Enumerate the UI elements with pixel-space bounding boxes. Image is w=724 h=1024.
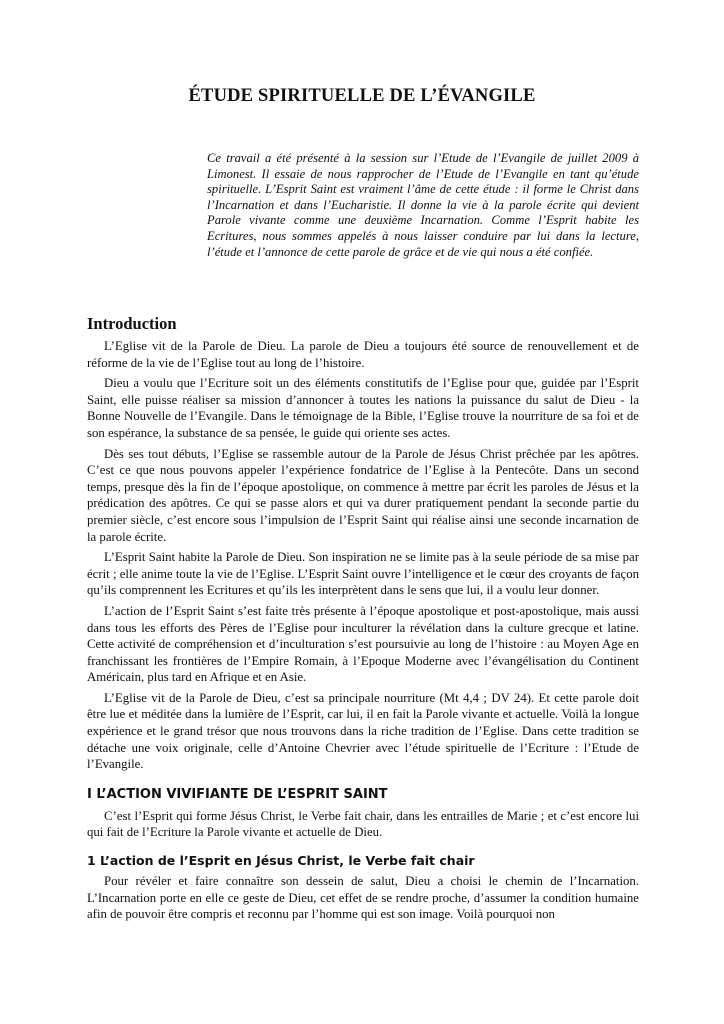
document-title: ÉTUDE SPIRITUELLE DE L’ÉVANGILE bbox=[188, 86, 536, 106]
introduction-heading: Introduction bbox=[87, 314, 177, 333]
document-body bbox=[87, 314, 639, 927]
intro-paragraph: L’action de l’Esprit Saint s’est faite très présente à l’époque apostolique et post-apostolique, mais aussi dans tous les efforts des Pères de l’Eglise pour inculturer la révélation dans la culture grecque et latine. Cette activité de compréhension et d’inculturation s’est poursuivie au long de l’histoire : au Moyen Age en franchissant les frontières de l’Empire Romain, à l’Epoque Moderne avec l’évangélisation du Continent Américain, plus tard en Afrique et en Asie. bbox=[87, 603, 639, 685]
section-paragraph: C’est l’Esprit qui forme Jésus Christ, le Verbe fait chair, dans les entrailles de Marie ; et c’est encore lui qui fait de l’Ecriture la Parole vivante et actuelle de Dieu. bbox=[87, 808, 639, 840]
intro-paragraph: L’Eglise vit de la Parole de Dieu, c’est sa principale nourriture (Mt 4,4 ; DV 24). Et cette parole doit être lue et méditée dans la lumière de l’Esprit, car lui, il en fait la Parole vivante et actuelle. Voilà la longue expérience et le grand trésor que nous trouvons dans la riche tradition de l’Eglise. Dans cette tradition se détache une voix originale, celle d’Antoine Chevrier avec l’étude spirituelle de l’Ecriture : l’Etude de l’Evangile. bbox=[87, 690, 639, 772]
intro-paragraph: L’Eglise vit de la Parole de Dieu. La parole de Dieu a toujours été source de renouvellement et de réforme de la vie de l’Eglise tout au long de l’histoire. bbox=[87, 339, 639, 370]
section-heading: I L’ACTION VIVIFIANTE DE L’ESPRIT SAINT bbox=[87, 786, 388, 802]
subsection-heading: 1 L’action de l’Esprit en Jésus Christ, le Verbe fait chair bbox=[87, 853, 475, 869]
abstract: Ce travail a été présenté à la session sur l’Etude de l’Evangile de juillet 2009 à Limonest. Il essaie de nous rapprocher de l’Etude de l’Evangile en tant qu’étude spirituelle. L’Esprit Saint est vraiment l’âme de cette étude : il forme le Christ dans l’Incarnation et dans l’Eucharistie. Il donne la vie à la parole écrite qui devient Parole vivante comme une deuxième Incarnation. Comme l’Esprit habite les Ecritures, nous sommes appelés à nous laisser conduire par lui dans la lecture, l’étude et l’annonce de cette parole de grâce et de vie qui nous a été confiée. bbox=[207, 151, 639, 259]
intro-paragraph: L’Esprit Saint habite la Parole de Dieu. Son inspiration ne se limite pas à la seule période de sa mise par écrit ; elle anime toute la vie de l’Eglise. L’Esprit Saint ouvre l’intelligence et le cœur des croyants de façon qu’ils comprennent les Ecritures et qu’ils les interprètent dans le sens que lui, il a voulu leur donner. bbox=[87, 550, 639, 598]
intro-paragraph: Dès ses tout débuts, l’Eglise se rassemble autour de la Parole de Jésus Christ prêchée par les apôtres. C’est ce que nous pouvons appeler l’expérience fondatrice de l’Eglise à la Pentecôte. Dans un second temps, presque dès la fin de l’époque apostolique, on commence à mettre par écrit les paroles de Jésus et la prédication des apôtres. Ce qui se passe alors et qui va durer pratiquement pendant la seconde partie du premier siècle, c’est encore sous l’impulsion de l’Esprit Saint qui réalise ainsi une seconde incarnation de la parole écrite. bbox=[87, 446, 639, 544]
subsection-paragraph: Pour révéler et faire connaître son dessein de salut, Dieu a choisi le chemin de l’Incarnation. L’Incarnation porte en elle ce geste de Dieu, cet effet de se rendre proche, d’assumer la condition humaine afin de pouvoir être compris et reconnu par l’homme qui est son image. Voilà pourquoi non bbox=[87, 874, 639, 922]
intro-paragraph: Dieu a voulu que l’Ecriture soit un des éléments constitutifs de l’Eglise pour que, guidée par l’Esprit Saint, elle puisse réaliser sa mission d’annoncer à toutes les nations la puissance du salut de Dieu - la Bonne Nouvelle de l’Evangile. Dans le témoignage de la Bible, l’Eglise trouve la nourriture de sa foi et de son espérance, la substance de sa pensée, le guide qui oriente ses actes. bbox=[87, 376, 639, 440]
